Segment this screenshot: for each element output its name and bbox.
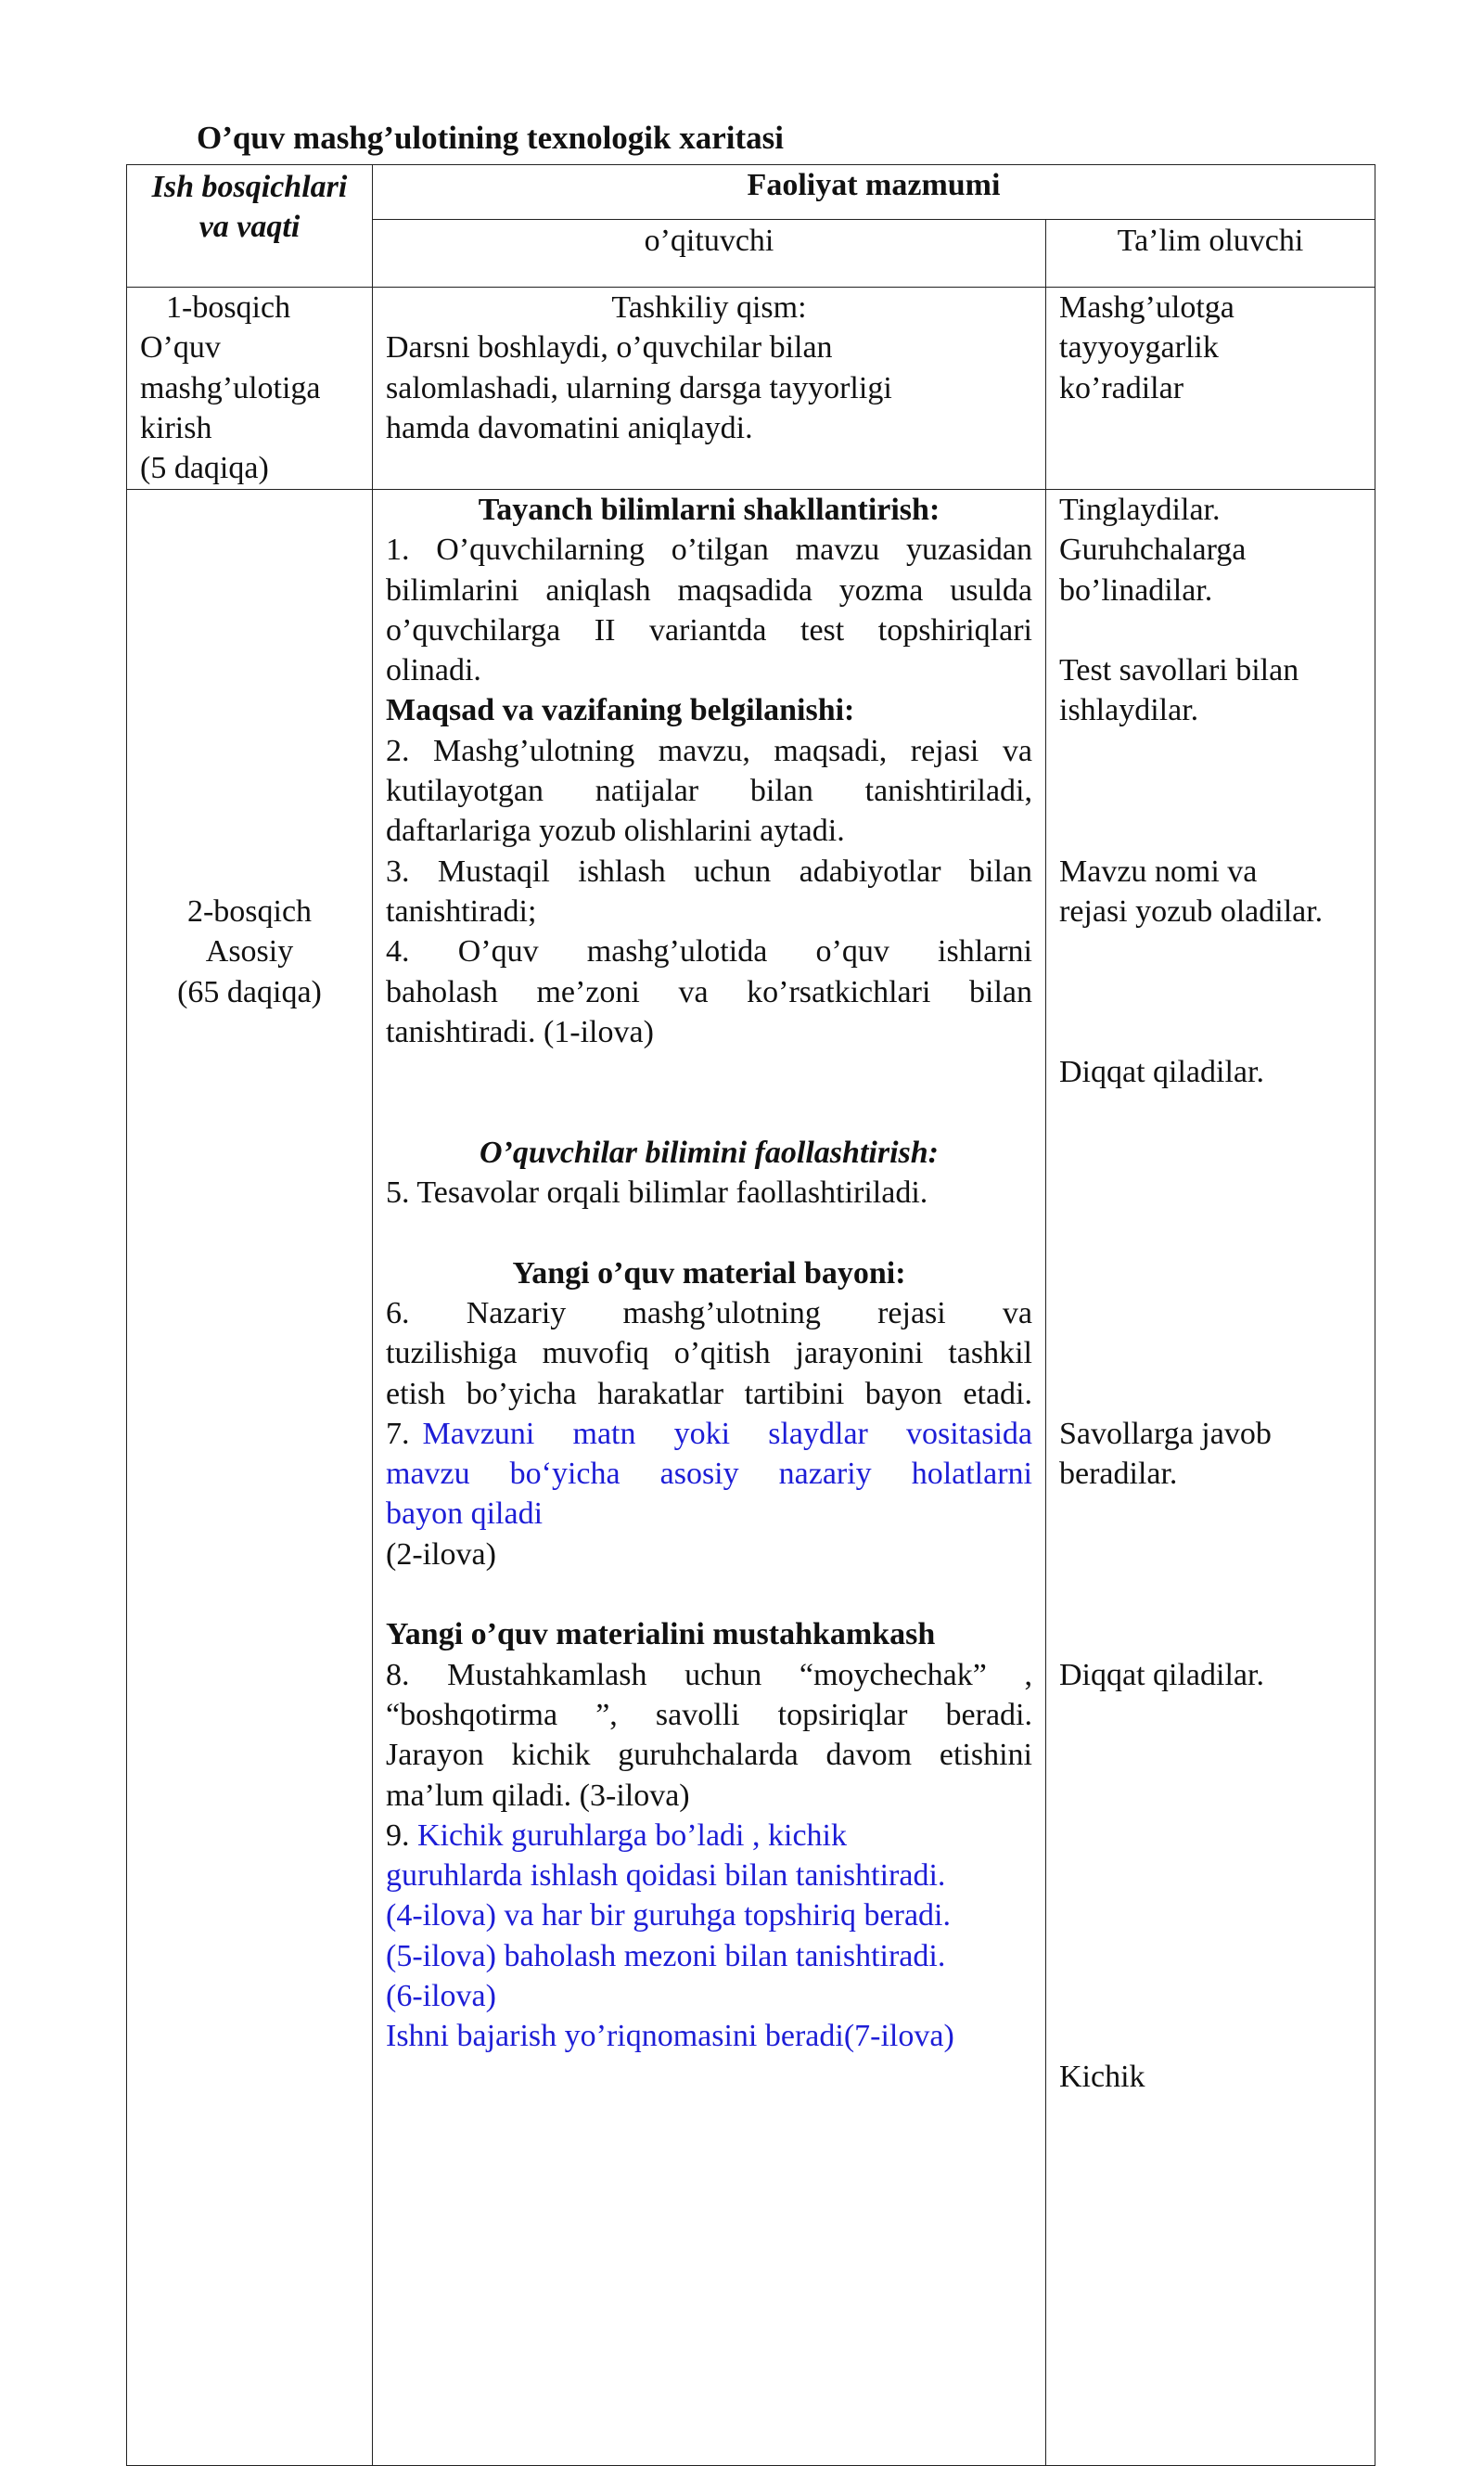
spacer — [1059, 1173, 1362, 1213]
learner-text: ishlaydilar. — [1059, 693, 1199, 728]
learner-text: Test savollari bilan — [1059, 653, 1299, 688]
spacer — [1059, 1092, 1362, 1132]
spacer — [1059, 1856, 1362, 1895]
section-heading: Yangi o’quv materialini mustahkamkash — [386, 1617, 936, 1652]
header-activity-cell: Faoliyat mazmumi — [373, 165, 1375, 220]
learner-text: Mavzu nomi va — [1059, 854, 1258, 889]
learner-text: Mashg’ulotga — [1059, 290, 1235, 325]
teacher-text: (2-ilova) — [386, 1536, 496, 1572]
teacher-cell — [373, 490, 1046, 2466]
learner-text: tayyoygarlik — [1059, 330, 1219, 366]
highlighted-text: (4-ilova) va har bir guruhga topshiriq beradi. — [386, 1898, 951, 1933]
spacer — [1059, 1535, 1362, 1574]
highlighted-text: Kichik guruhlarga bo’ladi , kichik — [417, 1817, 847, 1853]
highlighted-text: mavzu bo‘yicha asosiy nazariy holatlarni — [386, 1457, 1032, 1492]
spacer — [1059, 811, 1362, 851]
teacher-text: etish bo’yicha harakatlar tartibini bayon etadi. — [386, 1376, 1032, 1411]
spacer — [1059, 1895, 1362, 1935]
item-number: 9. — [386, 1817, 410, 1853]
teacher-text: baholash me’zoni va ko’rsatkichlari bilan — [386, 974, 1032, 1009]
item-number: 7. — [386, 1416, 410, 1451]
learner-text: bo’linadilar. — [1059, 572, 1213, 608]
stage-text: (65 daqiqa) — [177, 974, 322, 1009]
teacher-text: 5. Tesavolar orqali bilimlar faollashtiriladi. — [386, 1175, 928, 1211]
learner-text: ko’radilar — [1059, 370, 1184, 405]
teacher-text — [386, 1816, 1032, 1856]
spacer — [386, 1574, 1032, 1614]
spacer — [1059, 1012, 1362, 1052]
header-stage-line: Ish bosqichlari — [151, 170, 348, 204]
teacher-text: tuzilishiga muvofiq o’qitish jarayonini tashkil — [386, 1336, 1032, 1371]
spacer — [1059, 610, 1362, 650]
teacher-text: 6. Nazariy mashg’ulotning rejasi va — [386, 1295, 1032, 1330]
highlighted-text: (5-ilova) baholash mezoni bilan tanishtiradi. — [386, 1938, 946, 1973]
stage-text: 1-bosqich — [166, 290, 291, 325]
spacer — [1059, 1293, 1362, 1333]
highlighted-text: guruhlarda ishlash qoidasi bilan tanishtiradi. — [386, 1858, 946, 1894]
section-heading: Tayanch bilimlarni shakllantirish: — [478, 493, 940, 527]
teacher-text: “boshqotirma ”, savolli topsiriqlar beradi. — [386, 1697, 1032, 1732]
spacer — [1059, 1133, 1362, 1173]
stage-text: kirish — [140, 410, 212, 445]
teacher-text: 8. Mustahkamlash uchun “moychechak” , — [386, 1657, 1032, 1692]
spacer — [1059, 2016, 1362, 2056]
stage-cell — [127, 288, 373, 490]
teacher-text: o’quvchilarga II variantda test topshiriqlari — [386, 612, 1032, 648]
learner-text: Tinglaydilar. — [1059, 493, 1221, 527]
teacher-text: 4. O’quv mashg’ulotida o’quv ishlarni — [386, 934, 1032, 970]
spacer — [386, 1092, 1032, 1132]
teacher-text: 3. Mustaqil ishlash uchun adabiyotlar bilan — [386, 854, 1032, 889]
teacher-text: tanishtiradi; — [386, 893, 537, 929]
spacer — [1059, 1253, 1362, 1293]
table-row — [127, 288, 1375, 490]
spacer — [1059, 1936, 1362, 1976]
highlighted-text: (6-ilova) — [386, 1978, 496, 2013]
learner-cell — [1046, 288, 1375, 490]
spacer — [1059, 1695, 1362, 1735]
header-row — [127, 165, 1375, 220]
spacer — [1059, 1213, 1362, 1252]
spacer — [1059, 1976, 1362, 2016]
document-title: O’quv mashg’ulotining texnologik xaritasi — [197, 120, 785, 156]
learner-cell — [1046, 490, 1375, 2466]
learner-text: Diqqat qiladilar. — [1059, 1657, 1264, 1692]
spacer — [386, 1052, 1032, 1092]
section-heading: Yangi o’quv material bayoni: — [512, 1255, 906, 1291]
spacer — [1059, 1333, 1362, 1373]
spacer — [386, 1213, 1032, 1252]
technology-map-table — [126, 164, 1375, 2466]
teacher-text: Darsni boshlaydi, o’quvchilar bilan — [386, 330, 833, 366]
learner-text: rejasi yozub oladilar. — [1059, 893, 1324, 929]
table-row — [127, 490, 1375, 2466]
teacher-text: salomlashadi, ularning darsga tayyorligi — [386, 370, 892, 405]
spacer — [1059, 1735, 1362, 1775]
section-heading: Tashkiliy qism: — [611, 290, 807, 325]
section-heading: Maqsad va vazifaning belgilanishi: — [386, 693, 855, 728]
teacher-cell — [373, 288, 1046, 490]
teacher-text: hamda davomatini aniqlaydi. — [386, 410, 753, 445]
stage-text: 2-bosqich — [186, 894, 313, 929]
stage-text: (5 daqiqa) — [140, 451, 269, 486]
learner-text: Kichik — [1059, 2059, 1145, 2094]
learner-text: Guruhchalarga — [1059, 533, 1247, 568]
highlighted-text: Mavzuni matn yoki slaydlar vositasida — [422, 1416, 1032, 1451]
spacer — [1059, 731, 1362, 771]
teacher-text — [386, 1414, 1032, 1454]
stage-text: mashg’ulotiga — [140, 370, 321, 405]
spacer — [1059, 1574, 1362, 1614]
header-teacher-cell: o’qituvchi — [373, 220, 1046, 288]
highlighted-text: bayon qiladi — [386, 1496, 544, 1532]
header-stage-cell — [127, 165, 373, 288]
spacer — [1059, 1494, 1362, 1534]
stage-cell — [127, 490, 373, 2466]
section-heading: O’quvchilar bilimini faollashtirish: — [480, 1135, 939, 1170]
teacher-text: kutilayotgan natijalar bilan tanishtiriladi, — [386, 774, 1032, 809]
teacher-text: 2. Mashg’ulotning mavzu, maqsadi, rejasi va — [386, 733, 1032, 768]
teacher-text: olinadi. — [386, 653, 481, 688]
stage-text: O’quv — [140, 330, 221, 366]
spacer — [1059, 972, 1362, 1012]
teacher-text: Jarayon kichik guruhchalarda davom etishini — [386, 1738, 1032, 1773]
learner-text: beradilar. — [1059, 1457, 1178, 1492]
learner-text: Diqqat qiladilar. — [1059, 1055, 1264, 1090]
teacher-text: 1. O’quvchilarning o’tilgan mavzu yuzasidan — [386, 533, 1032, 568]
spacer — [1059, 931, 1362, 971]
learner-text: Savollarga javob — [1059, 1416, 1272, 1451]
spacer — [1059, 1816, 1362, 1856]
spacer — [1059, 1776, 1362, 1816]
header-learner-cell: Ta’lim oluvchi — [1046, 220, 1375, 288]
spacer — [1059, 1374, 1362, 1414]
highlighted-text: Ishni bajarish yo’riqnomasini beradi(7-ilova) — [386, 2019, 954, 2054]
spacer — [1059, 771, 1362, 811]
teacher-text: bilimlarini aniqlash maqsadida yozma usulda — [386, 572, 1032, 608]
spacer — [1059, 1614, 1362, 1654]
teacher-text: tanishtiradi. (1-ilova) — [386, 1014, 654, 1049]
teacher-text: ma’lum qiladi. (3-ilova) — [386, 1778, 690, 1813]
header-stage-line: va vaqti — [198, 210, 301, 245]
teacher-text: daftarlariga yozub olishlarini aytadi. — [386, 814, 845, 849]
stage-text: Asosiy — [205, 934, 294, 970]
